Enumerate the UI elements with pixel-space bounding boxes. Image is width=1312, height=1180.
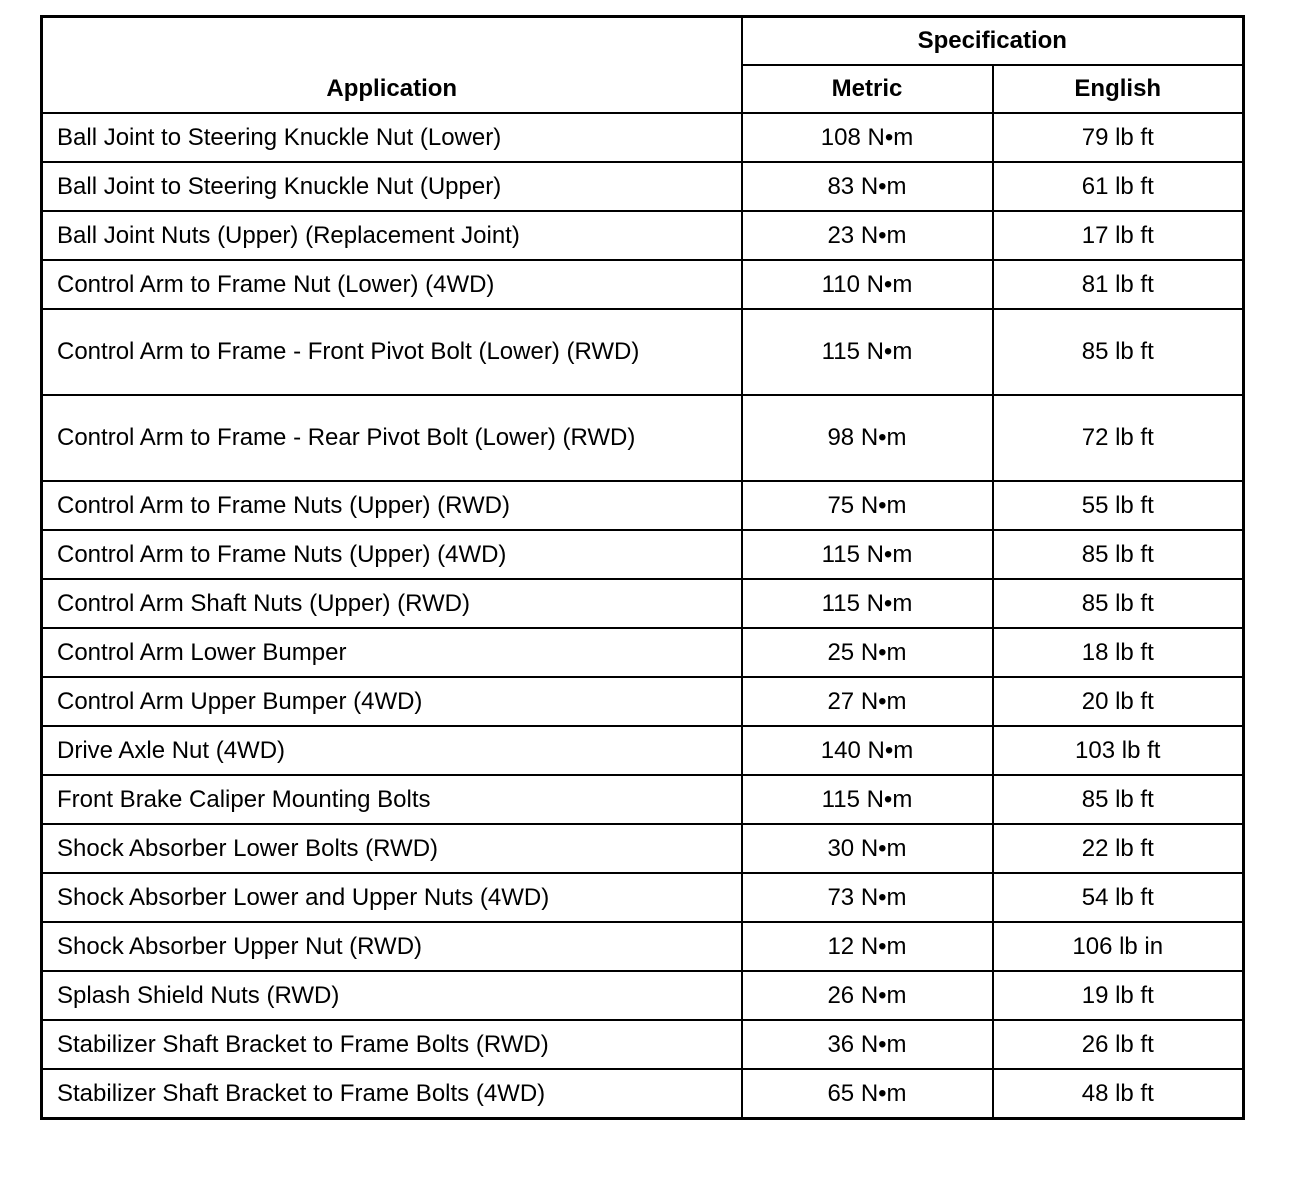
table-row <box>42 395 1244 481</box>
cell-english: 48 lb ft <box>993 1069 1244 1119</box>
cell-metric: 115 N•m <box>742 309 993 395</box>
cell-application: Ball Joint Nuts (Upper) (Replacement Joint) <box>42 211 742 260</box>
table-row <box>42 1069 1244 1119</box>
cell-english: 20 lb ft <box>993 677 1244 726</box>
table-row <box>42 873 1244 922</box>
table-row <box>42 775 1244 824</box>
cell-metric: 26 N•m <box>742 971 993 1020</box>
cell-english: 72 lb ft <box>993 395 1244 481</box>
cell-application: Shock Absorber Lower Bolts (RWD) <box>42 824 742 873</box>
cell-metric: 75 N•m <box>742 481 993 530</box>
cell-metric: 115 N•m <box>742 775 993 824</box>
cell-english: 55 lb ft <box>993 481 1244 530</box>
cell-metric: 115 N•m <box>742 530 993 579</box>
cell-application: Control Arm to Frame Nuts (Upper) (4WD) <box>42 530 742 579</box>
cell-english: 106 lb in <box>993 922 1244 971</box>
table-row <box>42 726 1244 775</box>
cell-english: 54 lb ft <box>993 873 1244 922</box>
cell-metric: 140 N•m <box>742 726 993 775</box>
table-row <box>42 481 1244 530</box>
cell-english: 81 lb ft <box>993 260 1244 309</box>
header-application: Application <box>42 17 742 114</box>
cell-application: Front Brake Caliper Mounting Bolts <box>42 775 742 824</box>
cell-application: Control Arm Shaft Nuts (Upper) (RWD) <box>42 579 742 628</box>
cell-english: 85 lb ft <box>993 579 1244 628</box>
table-row <box>42 162 1244 211</box>
header-metric: Metric <box>742 65 993 113</box>
table-row <box>42 309 1244 395</box>
table-row <box>42 628 1244 677</box>
cell-metric: 30 N•m <box>742 824 993 873</box>
cell-english: 85 lb ft <box>993 775 1244 824</box>
cell-metric: 65 N•m <box>742 1069 993 1119</box>
cell-metric: 110 N•m <box>742 260 993 309</box>
cell-english: 26 lb ft <box>993 1020 1244 1069</box>
torque-spec-table <box>40 15 1245 1120</box>
cell-application: Shock Absorber Upper Nut (RWD) <box>42 922 742 971</box>
cell-english: 79 lb ft <box>993 113 1244 162</box>
cell-english: 85 lb ft <box>993 530 1244 579</box>
table-row <box>42 824 1244 873</box>
cell-metric: 27 N•m <box>742 677 993 726</box>
cell-metric: 108 N•m <box>742 113 993 162</box>
cell-metric: 12 N•m <box>742 922 993 971</box>
cell-application: Control Arm to Frame Nuts (Upper) (RWD) <box>42 481 742 530</box>
cell-application: Splash Shield Nuts (RWD) <box>42 971 742 1020</box>
cell-metric: 73 N•m <box>742 873 993 922</box>
table-row <box>42 579 1244 628</box>
table-row <box>42 677 1244 726</box>
cell-application: Control Arm Upper Bumper (4WD) <box>42 677 742 726</box>
cell-application: Control Arm to Frame - Rear Pivot Bolt (Lower) (RWD) <box>42 395 742 481</box>
cell-application: Shock Absorber Lower and Upper Nuts (4WD) <box>42 873 742 922</box>
table-row <box>42 1020 1244 1069</box>
cell-english: 22 lb ft <box>993 824 1244 873</box>
cell-metric: 98 N•m <box>742 395 993 481</box>
cell-metric: 23 N•m <box>742 211 993 260</box>
cell-metric: 115 N•m <box>742 579 993 628</box>
header-specification: Specification <box>742 17 1244 66</box>
table-body <box>42 113 1244 1119</box>
table-row <box>42 113 1244 162</box>
cell-application: Control Arm to Frame Nut (Lower) (4WD) <box>42 260 742 309</box>
table-row <box>42 211 1244 260</box>
cell-application: Ball Joint to Steering Knuckle Nut (Lower) <box>42 113 742 162</box>
cell-english: 103 lb ft <box>993 726 1244 775</box>
table-row <box>42 260 1244 309</box>
cell-application: Ball Joint to Steering Knuckle Nut (Upper) <box>42 162 742 211</box>
cell-english: 61 lb ft <box>993 162 1244 211</box>
table-row <box>42 922 1244 971</box>
table-header <box>42 17 1244 114</box>
cell-english: 17 lb ft <box>993 211 1244 260</box>
cell-application: Stabilizer Shaft Bracket to Frame Bolts (4WD) <box>42 1069 742 1119</box>
cell-metric: 83 N•m <box>742 162 993 211</box>
cell-application: Drive Axle Nut (4WD) <box>42 726 742 775</box>
table-row <box>42 971 1244 1020</box>
cell-english: 19 lb ft <box>993 971 1244 1020</box>
cell-metric: 36 N•m <box>742 1020 993 1069</box>
header-english: English <box>993 65 1244 113</box>
cell-metric: 25 N•m <box>742 628 993 677</box>
cell-application: Control Arm to Frame - Front Pivot Bolt (Lower) (RWD) <box>42 309 742 395</box>
cell-english: 18 lb ft <box>993 628 1244 677</box>
table-row <box>42 530 1244 579</box>
cell-application: Control Arm Lower Bumper <box>42 628 742 677</box>
cell-application: Stabilizer Shaft Bracket to Frame Bolts (RWD) <box>42 1020 742 1069</box>
cell-english: 85 lb ft <box>993 309 1244 395</box>
header-row-top <box>42 17 1244 66</box>
